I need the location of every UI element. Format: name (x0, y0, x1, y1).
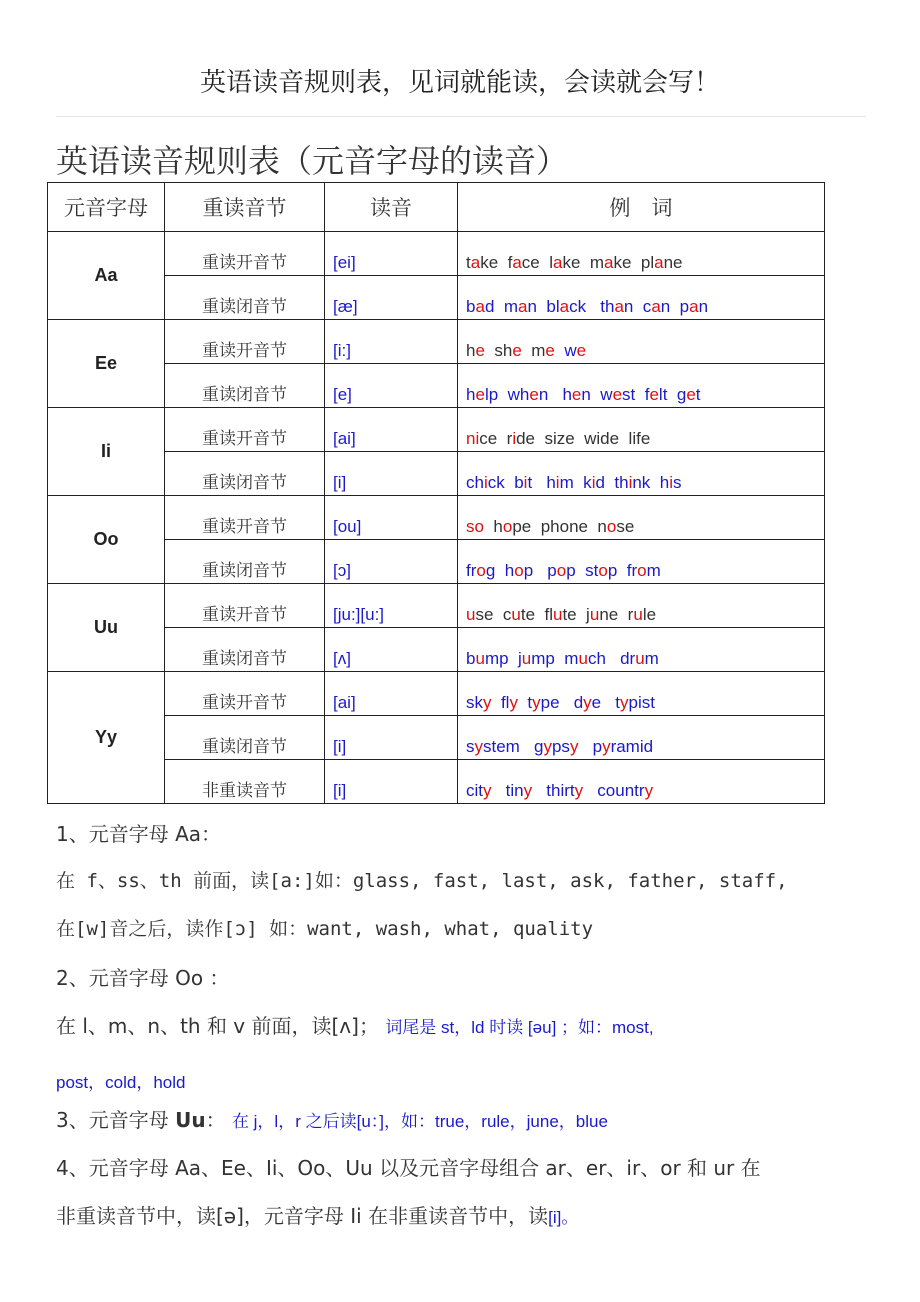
word-segment: ch dr (587, 649, 636, 668)
word-segment: te fl (520, 605, 553, 624)
word-segment: ke f (480, 253, 513, 272)
word-segment: m (521, 341, 546, 360)
ipa: [ju:][u:] (325, 584, 458, 628)
stress-type: 重读闭音节 (165, 628, 325, 672)
word-segment: p p (523, 561, 557, 580)
note-2-line-1 (56, 1010, 654, 1039)
word-segment: b (466, 297, 476, 316)
stress-type: 重读闭音节 (165, 276, 325, 320)
stress-type: 重读开音节 (165, 496, 325, 540)
highlighted-vowel: e (529, 385, 539, 404)
table-row (48, 364, 825, 408)
word-segment: st f (622, 385, 650, 404)
word-segment: p st (566, 561, 599, 580)
highlighted-vowel: u (552, 605, 563, 624)
highlighted-vowel: s (466, 517, 475, 536)
word-segment: p (578, 737, 603, 756)
highlighted-vowel: i (555, 473, 560, 492)
example-words (458, 232, 825, 276)
example-words-text (466, 385, 701, 405)
highlighted-vowel: o (474, 517, 484, 536)
word-segment: ps (551, 737, 570, 756)
word-segment: n w (581, 385, 613, 404)
highlighted-vowel: e (571, 385, 582, 404)
table-row (48, 584, 825, 628)
highlighted-vowel: e (512, 341, 522, 360)
highlighted-vowel: u (578, 649, 588, 668)
ipa: [ʌ] (325, 628, 458, 672)
highlighted-vowel: i (591, 473, 596, 492)
word-segment: ke m (562, 253, 605, 272)
highlighted-vowel: a (518, 297, 528, 316)
word-segment: ck th (569, 297, 615, 316)
highlighted-vowel: e (576, 341, 587, 360)
highlighted-vowel: a (651, 297, 661, 316)
vowel-rules-table (47, 182, 825, 804)
word-segment: ne (663, 253, 683, 272)
highlighted-vowel: a (512, 253, 522, 272)
example-words-text (466, 737, 653, 757)
example-words (458, 276, 825, 320)
highlighted-vowel: e (612, 385, 623, 404)
highlighted-vowel: o (606, 517, 617, 536)
example-words-text (466, 781, 653, 801)
word-segment: d th (595, 473, 629, 492)
vowel-letter: Ii (48, 408, 165, 496)
word-segment: se c (475, 605, 512, 624)
ipa: [ɔ] (325, 540, 458, 584)
highlighted-vowel: i (523, 473, 528, 492)
highlighted-vowel: u (466, 605, 476, 624)
document-title: 英语读音规则表，见词就能读，会读就会写！ (199, 68, 720, 98)
highlighted-vowel: y (543, 737, 552, 756)
vowel-letter: Ee (48, 320, 165, 408)
table-row (48, 408, 825, 452)
highlighted-vowel: o (476, 561, 486, 580)
word-segment: mp m (531, 649, 579, 668)
note-3-rule: 在 j，l，r 之后读[u：]，如：true，rule，june，blue (231, 1112, 608, 1131)
highlighted-vowel: y (509, 693, 518, 712)
note-2-rule-ending: 词尾是 st，ld 时读 [əu] ；如：most, (385, 1018, 654, 1037)
table-title: 英语读音规则表（元音字母的读音） (56, 142, 569, 180)
highlighted-vowel: y (569, 737, 579, 756)
header-pronunciation: 读音 (325, 183, 458, 232)
highlighted-vowel: y (574, 781, 584, 800)
word-segment: w (554, 341, 577, 360)
highlighted-vowel: y (620, 693, 629, 712)
highlighted-vowel: e (475, 385, 485, 404)
highlighted-vowel: u (633, 605, 643, 624)
word-segment: n c (623, 297, 652, 316)
word-segment: le (642, 605, 657, 624)
example-words (458, 364, 825, 408)
ipa: [i] (325, 760, 458, 804)
highlighted-vowel: o (556, 561, 567, 580)
highlighted-vowel: a (689, 297, 699, 316)
stress-type: 重读闭音节 (165, 452, 325, 496)
highlighted-vowel: y (523, 781, 533, 800)
highlighted-vowel: a (654, 253, 664, 272)
word-segment: ke pl (613, 253, 655, 272)
table-header-row (48, 183, 825, 232)
word-segment: n p (660, 297, 690, 316)
word-segment: cit (466, 781, 483, 800)
highlighted-vowel: a (559, 297, 570, 316)
word-segment: ce l (521, 253, 553, 272)
example-words (458, 496, 825, 540)
header-examples: 例 词 (458, 183, 825, 232)
word-segment: m (644, 649, 659, 668)
highlighted-vowel: e (649, 385, 659, 404)
highlighted-vowel: i (512, 429, 517, 448)
highlighted-vowel: y (583, 693, 592, 712)
highlighted-vowel: o (514, 561, 524, 580)
note-4-line-2 (56, 1200, 578, 1229)
word-segment: b (466, 649, 476, 668)
header-stress: 重读音节 (165, 183, 325, 232)
word-segment: n bl (527, 297, 560, 316)
highlighted-vowel: o (502, 517, 513, 536)
example-words-text (466, 561, 661, 581)
highlighted-vowel: y (483, 693, 492, 712)
note-3 (56, 1104, 608, 1133)
word-segment: ramid (610, 737, 654, 756)
word-segment: pe d (540, 693, 584, 712)
highlighted-vowel: i (483, 473, 488, 492)
word-segment: pe phone n (512, 517, 607, 536)
word-segment: lp wh (484, 385, 530, 404)
stress-type: 重读开音节 (165, 232, 325, 276)
word-segment: g h (485, 561, 515, 580)
vowel-letter: Aa (48, 232, 165, 320)
highlighted-vowel: a (470, 253, 481, 272)
vowel-letter: Yy (48, 672, 165, 804)
note-4-line-1: 4、元音字母 Aa、Ee、Ii、Oo、Uu 以及元音字母组合 ar、er、ir、or 和 ur 在 (56, 1156, 761, 1180)
highlighted-vowel: n (466, 429, 476, 448)
word-segment: m k (559, 473, 592, 492)
ipa: [ei] (325, 232, 458, 276)
example-words (458, 452, 825, 496)
word-segment: t (695, 385, 701, 404)
table-row (48, 320, 825, 364)
ipa: [ai] (325, 672, 458, 716)
highlighted-vowel: o (598, 561, 608, 580)
example-words-text (466, 605, 656, 625)
word-segment: fl (491, 693, 510, 712)
example-words-text (466, 253, 683, 273)
highlighted-vowel: u (475, 649, 485, 668)
note-2-line-2: post，cold，hold (56, 1073, 186, 1092)
word-segment: t (517, 693, 533, 712)
word-segment: t h (527, 473, 556, 492)
example-words-text (466, 649, 659, 669)
word-segment: countr (583, 781, 645, 800)
example-words (458, 540, 825, 584)
table-row (48, 452, 825, 496)
title-divider (56, 116, 866, 117)
word-segment: h (466, 341, 476, 360)
ipa: [i] (325, 452, 458, 496)
highlighted-vowel: y (644, 781, 654, 800)
table-row (48, 496, 825, 540)
word-segment: h (466, 385, 476, 404)
table-row (48, 716, 825, 760)
ipa: [i:] (325, 320, 458, 364)
highlighted-vowel: u (589, 605, 600, 624)
example-words (458, 760, 825, 804)
ipa: [e] (325, 364, 458, 408)
ipa: [ou] (325, 496, 458, 540)
note-3-title: 3、元音字母 (56, 1108, 176, 1132)
ipa: [i] (325, 716, 458, 760)
ipa: [æ] (325, 276, 458, 320)
highlighted-vowel: y (532, 693, 541, 712)
note-3-colon: ： (205, 1108, 226, 1132)
example-words-text (466, 473, 681, 493)
word-segment: sk (466, 693, 483, 712)
word-segment: ck b (487, 473, 524, 492)
highlighted-vowel: e (686, 385, 696, 404)
highlighted-vowel: a (614, 297, 624, 316)
stress-type: 重读闭音节 (165, 540, 325, 584)
highlighted-vowel: i (628, 473, 633, 492)
stress-type: 非重读音节 (165, 760, 325, 804)
note-1-title: 1、元音字母 Aa： (56, 822, 222, 846)
ipa: [ai] (325, 408, 458, 452)
example-words-text (466, 693, 655, 713)
stress-type: 重读开音节 (165, 408, 325, 452)
example-words (458, 672, 825, 716)
highlighted-vowel: i (669, 473, 673, 492)
table-row (48, 628, 825, 672)
table-row (48, 232, 825, 276)
word-segment: d m (484, 297, 518, 316)
note-4-ipa: [i]。 (548, 1208, 579, 1227)
table-row (48, 760, 825, 804)
word-segment: h (483, 517, 503, 536)
word-segment: s (672, 473, 682, 492)
highlighted-vowel: u (635, 649, 645, 668)
highlighted-vowel: e (545, 341, 555, 360)
vowel-letter: Oo (48, 496, 165, 584)
word-segment: pist (628, 693, 655, 712)
header-vowel: 元音字母 (48, 183, 165, 232)
note-4-rule: 非重读音节中，读[ə]，元音字母 Ii 在非重读音节中，读 (56, 1204, 549, 1228)
table-row (48, 276, 825, 320)
highlighted-vowel: y (602, 737, 611, 756)
word-segment: ce r (479, 429, 513, 448)
vowel-letter: Uu (48, 584, 165, 672)
highlighted-vowel: a (552, 253, 563, 272)
word-segment: sh (484, 341, 513, 360)
note-1-line-1: 在 f、ss、th 前面，读[a:]如：glass, fast, last, ask, father, staff, (56, 870, 788, 892)
example-words-text (466, 429, 650, 449)
highlighted-vowel: y (483, 781, 492, 800)
note-3-letter: Uu (175, 1108, 206, 1132)
highlighted-vowel: o (637, 561, 647, 580)
word-segment: ne r (599, 605, 634, 624)
word-segment: n h (538, 385, 572, 404)
example-words (458, 320, 825, 364)
stress-type: 重读开音节 (165, 672, 325, 716)
word-segment: mp j (484, 649, 522, 668)
word-segment: se (616, 517, 635, 536)
stress-type: 重读闭音节 (165, 716, 325, 760)
word-segment: t (466, 253, 471, 272)
example-words (458, 628, 825, 672)
note-1-line-2: 在[w]音之后，读作[ɔ] 如：want, wash, what, quality (56, 918, 594, 940)
word-segment: m (646, 561, 661, 580)
word-segment: te j (562, 605, 590, 624)
word-segment: nk h (632, 473, 670, 492)
stress-type: 重读开音节 (165, 320, 325, 364)
example-words-text (466, 517, 634, 537)
word-segment: lt g (658, 385, 687, 404)
example-words-text (466, 297, 708, 317)
stress-type: 重读开音节 (165, 584, 325, 628)
example-words (458, 584, 825, 628)
highlighted-vowel: u (511, 605, 521, 624)
table-row (48, 672, 825, 716)
word-segment: s (466, 737, 475, 756)
note-2-title: 2、元音字母 Oo ： (56, 966, 230, 990)
word-segment: de size wide life (516, 429, 651, 448)
highlighted-vowel: e (475, 341, 485, 360)
word-segment: tin (491, 781, 524, 800)
stress-type: 重读闭音节 (165, 364, 325, 408)
word-segment: e t (591, 693, 621, 712)
example-words (458, 716, 825, 760)
table-row (48, 540, 825, 584)
word-segment: thirt (532, 781, 575, 800)
word-segment: n (698, 297, 709, 316)
highlighted-vowel: u (521, 649, 532, 668)
note-2-rule: 在 l、m、n、th 和 v 前面，读[ʌ]； (56, 1014, 379, 1038)
highlighted-vowel: y (474, 737, 483, 756)
highlighted-vowel: i (475, 429, 480, 448)
word-segment: stem g (483, 737, 544, 756)
example-words (458, 408, 825, 452)
highlighted-vowel: a (604, 253, 614, 272)
word-segment: ch (466, 473, 484, 492)
word-segment: p fr (607, 561, 638, 580)
example-words-text (466, 341, 586, 361)
highlighted-vowel: a (475, 297, 485, 316)
word-segment: fr (466, 561, 477, 580)
